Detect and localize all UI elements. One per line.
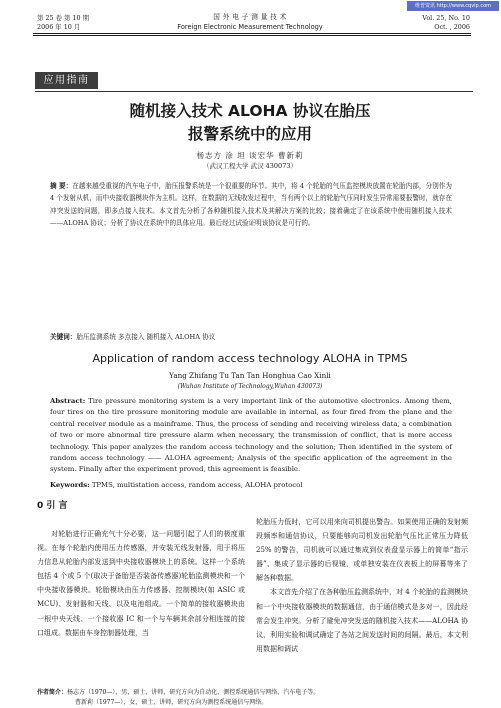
date-en: Oct. , 2006 — [434, 23, 470, 31]
abstract-en-text: Tire pressure monitoring system is a very important link of the automotive electronics. Among them, four tires on the tire pressure monitoring module are available in internal, as four fired from the plane and the central receiver module as a mainframe. Thus, the process of sending and receiving wireless data, a combination of two or more abnormal tire pressure alarm when necessary, the transmission of conflict, that is more access technology. This paper analyzes the random access technology and the solution; Then identified in the system of random access technology —— ALOHA agreement; Analysis of the specific application of the agreement in the system. Finally after the experiment proved, this agreement is feasible. — [50, 397, 452, 474]
volume-en: Vol. 25, No. 10 — [422, 14, 470, 22]
header-rule — [33, 33, 471, 34]
date-cn: 2006 年 10 月 — [37, 23, 81, 31]
affiliation-cn: （武汉工程大学 武汉 430073） — [203, 162, 297, 170]
footnote-1-text: 杨志方（1970—），男，硕士，讲师，研究方向为自动化、测控系统通信与网络、汽车电子等。 — [67, 689, 320, 696]
abstract-en — [50, 396, 452, 476]
section-tag: 应用指南 — [35, 72, 98, 89]
abstract-cn — [50, 180, 452, 230]
abstract-en-label: Abstract: — [50, 397, 86, 405]
section-heading-intro: 0 引 言 — [37, 501, 68, 511]
title-cn-line1: 随机接入技术 ALOHA 协议在胎压 — [129, 102, 371, 120]
abstract-cn-label: 摘 要： — [50, 182, 73, 190]
section-rule — [35, 91, 473, 92]
footnote-label: 作者简介： — [37, 689, 68, 696]
left-column-text: 对轮胎进行正确充气十分必要，这一问题引起了人们的极度重视。在每个轮胎内使用压力传感器，并安装无线发射器，用于将压力信息从轮胎内部发送到中央接收器模块上的系统。这样一个系统包括 4 个或 5 个(取决于备胎是否装备传感器)轮胎监测模块和一个中央接收器模块。轮胎模块由压力传感器、控制模块(如 ASIC 或 MCU)、发射器和天线、以及电池组成。一个简单的接收器模块由一根中央天线、一个接收器 IC 和一个与车辆其余部分相连接的接口组成。数据由车身控制器处理，当 — [37, 530, 245, 637]
journal-title-en: Foreign Electronic Measurement Technology — [177, 23, 323, 31]
keywords-cn — [50, 332, 452, 343]
keywords-cn-label: 关键词： — [50, 333, 77, 341]
footnote-author-2: 曹新莉（1977—），女，硕士，讲师，研究方向为测控系统通信与网络。 — [75, 699, 268, 706]
keywords-en-label: Keywords: — [50, 481, 90, 489]
abstract-cn-text: 在越来越受重视的汽车电子中，胎压报警系统是一个很重要的环节。其中，将 4 个轮胎的气压监控模块放置在轮胎内部，分别作为 4 个发射从机，而中央接收器模块作为主机。这样，在数据的无线收发过程中，当有两个以上的轮胎气压同时发生异常需要报警时，就存在冲突发送的问题，即多点接入技术。本文首先分析了各种随机接入技术及其解决方案的比较；接着确定了在该系统中使用随机接入技术——ALOHA 协议；分析了协议在系统中的具体应用。最后经过试验证明该协议是可行的。 — [50, 182, 453, 228]
keywords-cn-text: 胎压监测系统 多点接入 随机接入 ALOHA 协议 — [76, 333, 216, 341]
right-column-p1: 轮胎压力低时，它可以用来向司机提出警告。如果使用正确的发射频段频率和通信协议，只要能够向司机发出轮胎气压比正常压力降低 25% 的警告，司机就可以通过集成到仪表盘显示器上的简单“指示器”、集成了显示器的后视镜，或单独安装在仪表板上的屏幕等来了解各种数据。 — [256, 518, 468, 583]
journal-title-cn: 国 外 电 子 测 量 技 术 — [213, 13, 287, 21]
right-column-p2: 本文首先介绍了在各种胎压监测系统中，对 4 个轮胎的监测模块和一个中央接收器模块的数据通信，由于通信模式是多对一，因此经常会发生冲突。分析了避免冲突发送的随机接入技术——ALOHA 协议，利用实验和调试确定了各站之间发送时间的间隔。最后，本文利用数据和调试 — [256, 588, 468, 653]
authors-en: Yang Zhifang Tu Tan Tan Honghua Cao Xinli — [169, 371, 331, 380]
footnote-author-1 — [37, 688, 467, 698]
affiliation-en: (Wuhan Institute of Technology,Wuhan 430073) — [177, 383, 323, 390]
authors-cn: 杨志方 涂 坦 谈宏华 曹新莉 — [196, 151, 304, 160]
volume-cn: 第 25 卷 第 10 期 — [37, 14, 89, 22]
keywords-en — [50, 480, 452, 491]
title-en: Application of random access technology ALOHA in TPMS — [92, 352, 408, 365]
right-column — [256, 515, 468, 656]
keywords-en-text: TPMS, multistation access, random access, ALOHA protocol — [89, 481, 303, 489]
watermark-badge: 维普资讯 http://www.cqvip.com — [407, 1, 499, 11]
title-cn-line2: 报警系统中的应用 — [187, 125, 312, 143]
header-rule-thin — [33, 35, 471, 36]
